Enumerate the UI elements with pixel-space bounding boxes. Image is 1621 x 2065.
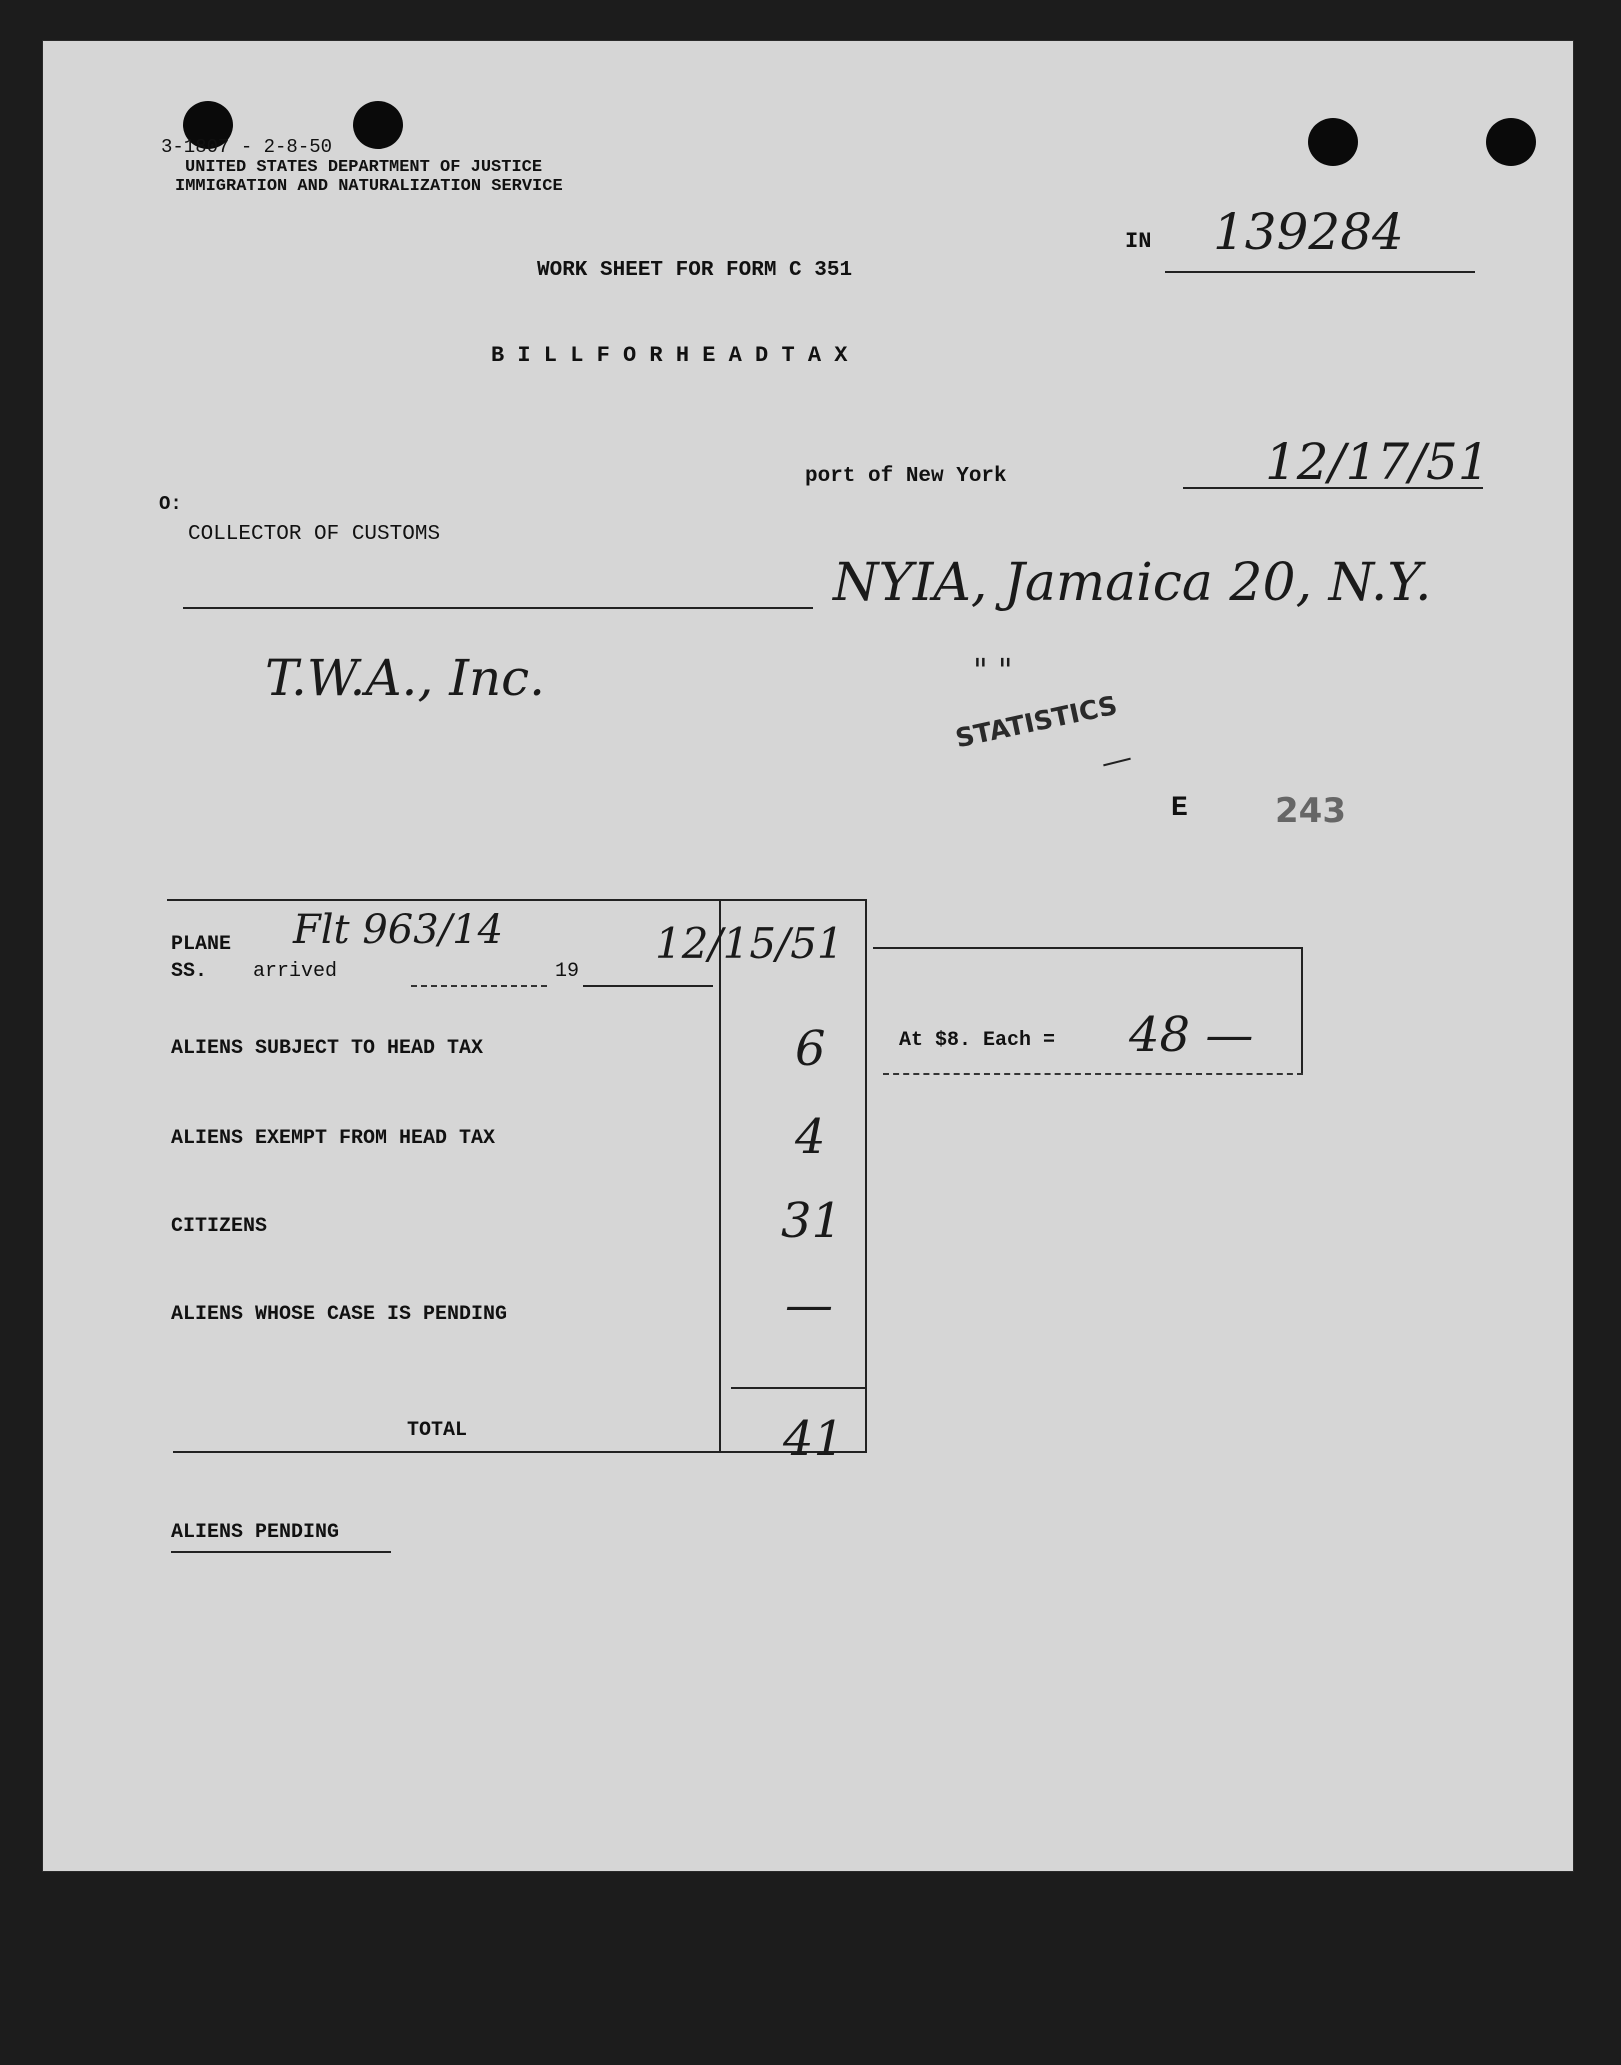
row-value-subject: 6 bbox=[795, 1021, 826, 1077]
punch-hole-3 bbox=[1308, 118, 1358, 166]
statistics-stamp: STATISTICS bbox=[953, 690, 1121, 755]
table-bottom-border bbox=[173, 1451, 867, 1453]
stamp-dash bbox=[1103, 758, 1131, 767]
address-handwritten: NYIA, Jamaica 20, N.Y. bbox=[833, 553, 1432, 613]
tax-box-right bbox=[1301, 947, 1303, 1075]
total-value: 41 bbox=[783, 1411, 845, 1467]
port-label: port of New York bbox=[805, 465, 1007, 488]
tax-box-bottom bbox=[883, 1073, 1303, 1075]
address-line bbox=[183, 607, 813, 609]
in-label: IN bbox=[1125, 229, 1152, 254]
row-label-pending: ALIENS WHOSE CASE IS PENDING bbox=[171, 1303, 508, 1326]
row-value-citizens: 31 bbox=[781, 1193, 843, 1249]
e-mark: E bbox=[1171, 793, 1188, 824]
to-label: O: bbox=[159, 493, 182, 515]
port-date-underline bbox=[1183, 487, 1483, 489]
year-prefix: 19 bbox=[555, 960, 580, 983]
stamp-number: 243 bbox=[1275, 791, 1346, 831]
tax-rate-label: At $8. Each = bbox=[899, 1029, 1056, 1052]
aliens-pending-label: ALIENS PENDING bbox=[171, 1521, 340, 1544]
carrier-handwritten: T.W.A., Inc. bbox=[265, 649, 546, 707]
total-separator bbox=[731, 1387, 867, 1389]
row-label-exempt: ALIENS EXEMPT FROM HEAD TAX bbox=[171, 1127, 496, 1150]
in-number: 139284 bbox=[1213, 203, 1404, 261]
punch-hole-4 bbox=[1486, 118, 1536, 166]
department-line-1: UNITED STATES DEPARTMENT OF JUSTICE bbox=[185, 158, 543, 177]
table-divider-left bbox=[719, 899, 721, 1453]
ditto-marks: " " bbox=[973, 651, 1013, 689]
tax-amount: 48 — bbox=[1129, 1007, 1254, 1063]
punch-hole-2 bbox=[353, 101, 403, 149]
total-label: TOTAL bbox=[407, 1419, 468, 1442]
aliens-pending-underline bbox=[171, 1551, 391, 1553]
row-value-exempt: 4 bbox=[795, 1109, 826, 1165]
year-underline bbox=[583, 985, 713, 987]
ss-label: SS. bbox=[171, 960, 208, 983]
row-label-subject: ALIENS SUBJECT TO HEAD TAX bbox=[171, 1037, 484, 1060]
row-label-citizens: CITIZENS bbox=[171, 1215, 268, 1238]
row-value-pending: — bbox=[785, 1277, 833, 1333]
table-top-border bbox=[167, 899, 867, 901]
arrival-date-handwritten: 12/15/51 bbox=[655, 919, 844, 968]
worksheet-title: WORK SHEET FOR FORM C 351 bbox=[537, 259, 853, 282]
in-underline bbox=[1165, 271, 1475, 273]
department-line-2: IMMIGRATION AND NATURALIZATION SERVICE bbox=[175, 177, 563, 196]
document-page bbox=[42, 40, 1574, 1872]
arrived-date-line bbox=[411, 985, 547, 987]
collector-label: COLLECTOR OF CUSTOMS bbox=[188, 523, 441, 546]
flight-handwritten: Flt 963/14 bbox=[293, 907, 504, 953]
plane-label: PLANE bbox=[171, 933, 232, 956]
port-date: 12/17/51 bbox=[1265, 433, 1490, 491]
tax-box-top bbox=[873, 947, 1303, 949]
bill-title: B I L L F O R H E A D T A X bbox=[491, 343, 848, 368]
form-code: 3-1807 - 2-8-50 bbox=[161, 136, 333, 158]
arrived-label: arrived bbox=[253, 960, 338, 983]
table-divider-right bbox=[865, 899, 867, 1453]
